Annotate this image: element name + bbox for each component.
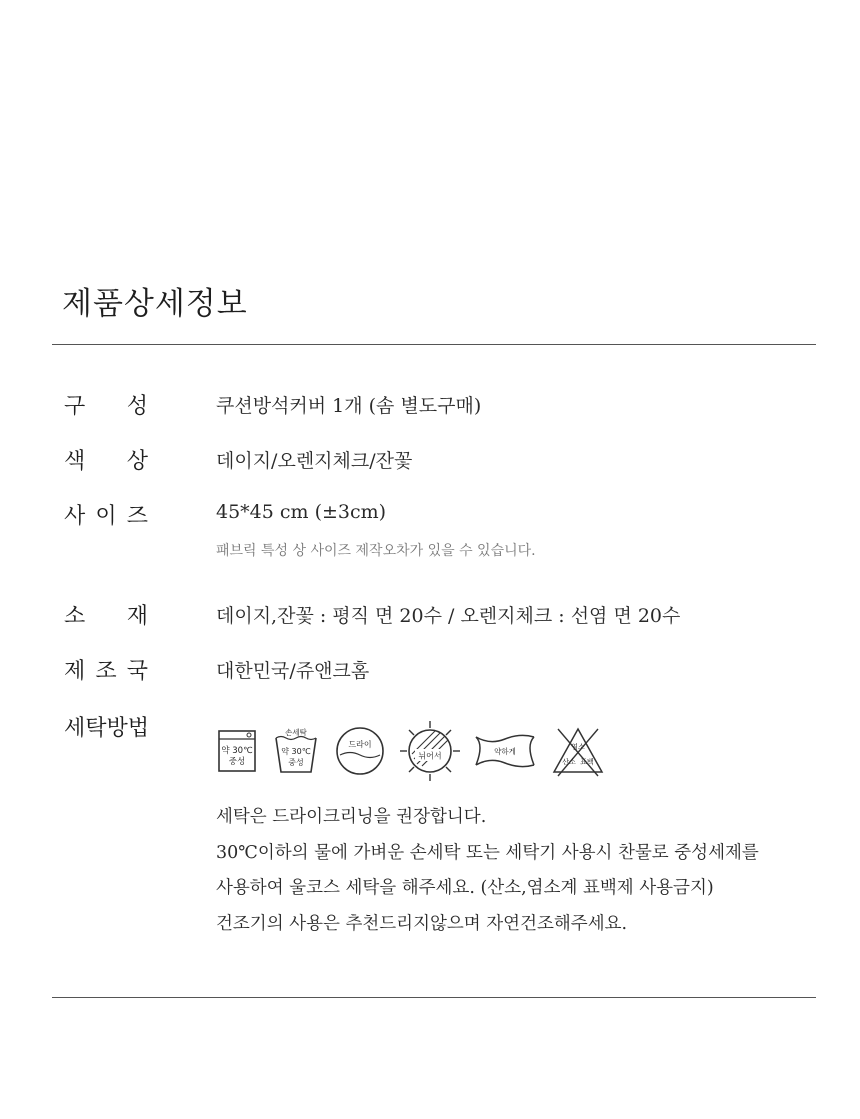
dry-clean-label: 드라이 <box>348 740 372 749</box>
bottom-divider <box>52 997 816 998</box>
machine-wash-icon <box>216 726 258 776</box>
dry-clean-icon <box>334 725 386 777</box>
size-note: 패브릭 특성 상 사이즈 제작오차가 있을 수 있습니다. <box>216 543 536 559</box>
washing-line: 건조기의 사용은 추천드리지않으며 자연건조해주세요. <box>216 913 628 934</box>
composition-label: 구 성 <box>64 394 148 419</box>
origin-label: 제 조 국 <box>64 659 148 684</box>
material-label: 소 재 <box>64 604 148 629</box>
washing-line: 세탁은 드라이크리닝을 권장합니다. <box>216 807 487 827</box>
machine-wash-detergent: 중성 <box>228 757 246 767</box>
composition-value: 쿠션방석커버 1개 (솜 별도구매) <box>216 395 482 417</box>
size-value: 45*45 cm (±3cm) <box>216 501 387 523</box>
care-icons <box>216 716 616 786</box>
origin-value: 대한민국/쥬앤크홈 <box>216 660 370 682</box>
hand-wash-label: 손세탁 <box>285 728 307 737</box>
material-value: 데이지,잔꽃 : 평직 면 20수 / 오렌지체크 : 선염 면 20수 <box>216 605 681 627</box>
top-divider <box>52 344 816 345</box>
shade-dry-icon <box>400 720 460 782</box>
no-bleach-chlorine: 염소 <box>571 743 585 751</box>
no-bleach-bleach: 표백 <box>580 758 594 766</box>
washing-line: 사용하여 울코스 세탁을 해주세요. (산소,염소계 표백제 사용금지) <box>216 878 714 898</box>
washing-label: 세탁방법 <box>64 716 150 741</box>
no-bleach-icon <box>550 724 606 778</box>
machine-wash-temp: 약 30℃ <box>221 746 253 756</box>
size-label: 사 이 즈 <box>64 504 148 529</box>
wring-gently-icon <box>474 731 536 771</box>
hand-wash-icon <box>272 726 320 776</box>
page-title: 제품상세정보 <box>62 286 248 322</box>
color-value: 데이지/오렌지체크/잔꽃 <box>216 450 413 472</box>
washing-line: 30℃이하의 물에 가벼운 손세탁 또는 세탁기 사용시 찬물로 중성세제를 <box>216 842 759 863</box>
color-label: 색 상 <box>64 449 148 474</box>
no-bleach-oxygen: 산소 <box>562 758 576 766</box>
washing-instructions <box>216 800 759 942</box>
wring-gently-label: 약하게 <box>494 747 516 756</box>
hand-wash-temp: 약 30℃ <box>281 747 311 756</box>
shade-dry-label: 뉘어서 <box>418 751 442 761</box>
hand-wash-detergent: 중성 <box>288 758 304 767</box>
